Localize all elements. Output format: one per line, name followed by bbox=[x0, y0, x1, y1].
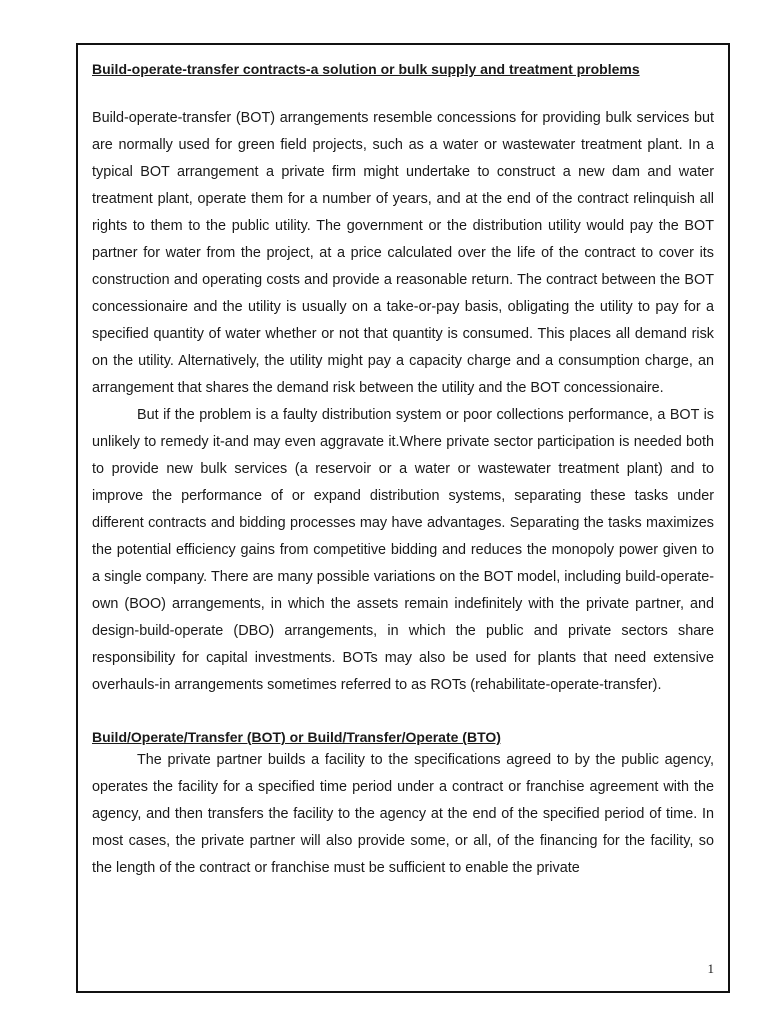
document-content bbox=[92, 59, 714, 882]
page-number: 1 bbox=[707, 961, 714, 976]
section-heading: Build/Operate/Transfer (BOT) or Build/Transfer/Operate (BTO) bbox=[92, 729, 501, 745]
document-title: Build-operate-transfer contracts-a solution or bulk supply and treatment problems bbox=[92, 61, 640, 77]
page-frame bbox=[76, 43, 730, 993]
paragraph-bot-overview: Build-operate-transfer (BOT) arrangements resemble concessions for providing bulk services but are normally used for green field projects, such as a water or wastewater treatment plant. In a typical BOT arrangement a private firm might undertake to construct a new dam and water treatment plant, operate them for a number of years, and at the end of the contract relinquish all rights to them to the public utility. The government or the distribution utility would pay the BOT partner for water from the project, at a price calculated over the life of the contract to cover its construction and operating costs and provide a reasonable return. The contract between the BOT concessionaire and the utility is usually on a take-or-pay basis, obligating the utility to pay for a specified quantity of water whether or not that quantity is consumed. This places all demand risk on the utility. Alternatively, the utility might pay a capacity charge and a consumption charge, an arrangement that shares the demand risk between the utility and the BOT concessionaire. bbox=[92, 110, 714, 396]
paragraph-bot-limitations: But if the problem is a faulty distribution system or poor collections performance, a BOT is unlikely to remedy it-and may even aggravate it.Where private sector participation is needed both to provide new bulk services (a reservoir or a water or wastewater treatment plant) and to improve the performance of or expand distribution systems, separating these tasks under different contracts and bidding processes may have advantages. Separating the tasks maximizes the potential efficiency gains from competitive bidding and reduces the monopoly power given to a single company. There are many possible variations on the BOT model, including build-operate-own (BOO) arrangements, in which the assets remain indefinitely with the private partner, and design-build-operate (DBO) arrangements, in which the public and private sectors share responsibility for capital investments. BOTs may also be used for plants that need extensive overhauls-in arrangements sometimes referred to as ROTs (rehabilitate-operate-transfer). bbox=[92, 407, 714, 693]
paragraph-section-body: The private partner builds a facility to the specifications agreed to by the public agency, operates the facility for a specified time period under a contract or franchise agreement with the agency, and then transfers the facility to the agency at the end of the specified period of time. In most cases, the private partner will also provide some, or all, of the financing for the facility, so the length of the contract or franchise must be sufficient to enable the private bbox=[92, 752, 714, 876]
